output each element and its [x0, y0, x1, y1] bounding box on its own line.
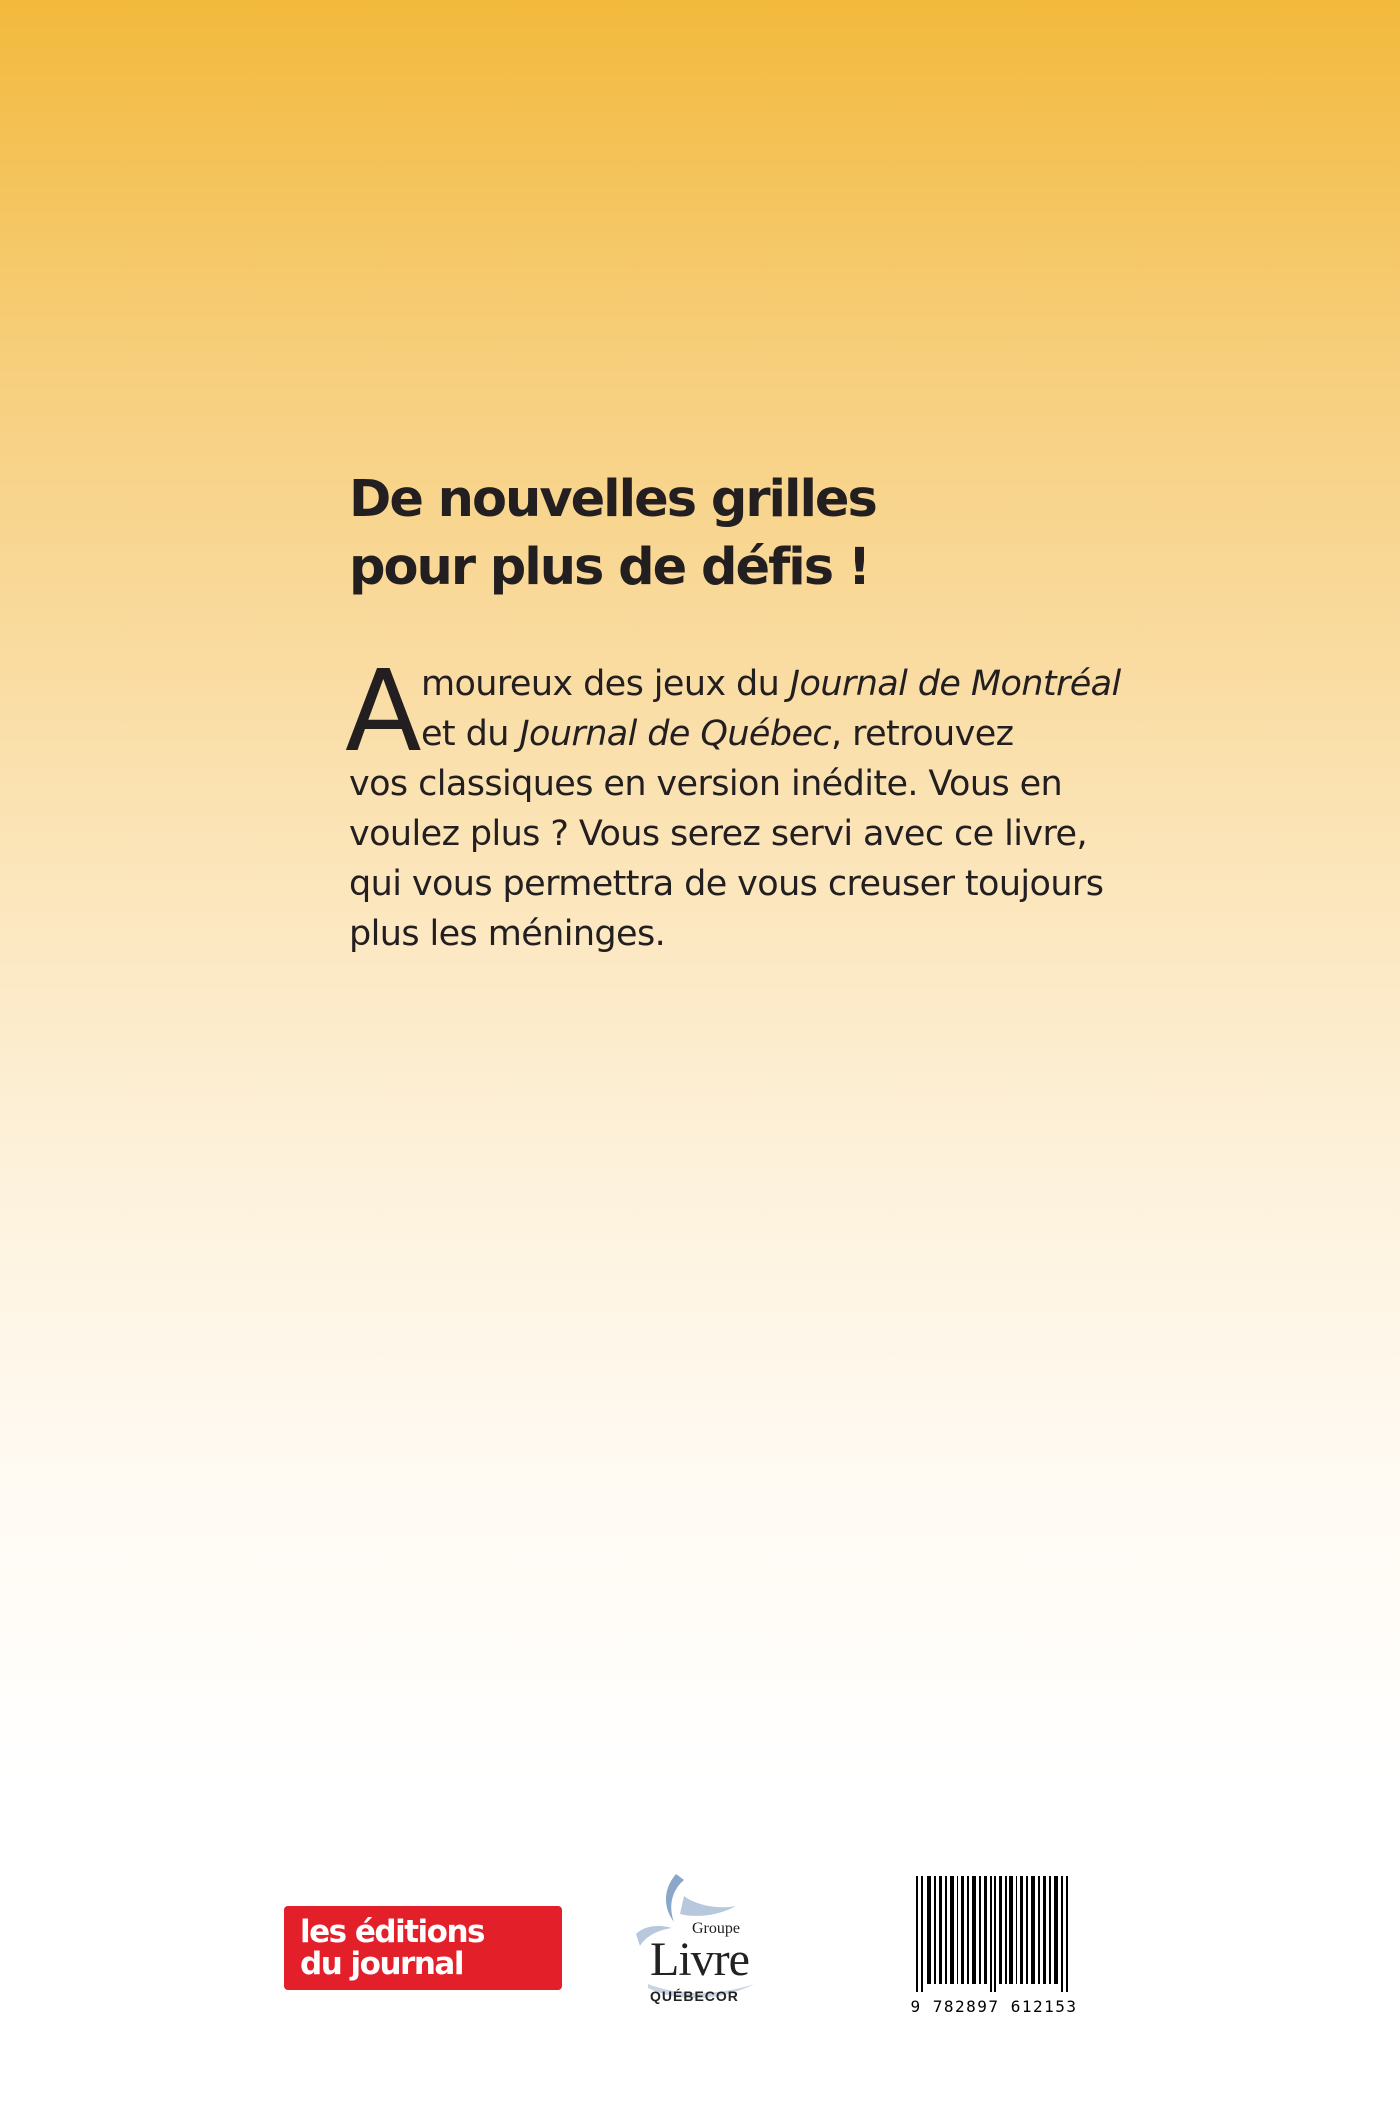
blurb-line-5: qui vous permettra de vous creuser toujours — [349, 864, 1104, 904]
blurb-line-1-text: moureux des jeux du — [421, 664, 790, 704]
blurb-line-3: vos classiques en version inédite. Vous en — [349, 764, 1063, 804]
isbn-number: 9 782897 612153 — [910, 1997, 1078, 2016]
back-cover-headline — [349, 466, 876, 602]
editions-logo-line-2: du journal — [300, 1946, 463, 1982]
blurb-line-2-text-b: , retrouvez — [831, 714, 1014, 754]
blurb-paragraph — [345, 647, 1209, 959]
journal-quebec-title: Journal de Québec — [519, 714, 832, 754]
headline-line-2: pour plus de défis ! — [349, 538, 870, 597]
blurb-line-2-text-a: et du — [421, 714, 520, 754]
journal-montreal-title: Journal de Montréal — [789, 664, 1121, 704]
barcode-bars — [910, 1874, 1078, 1992]
headline-line-1: De nouvelles grilles — [349, 470, 876, 529]
quebecor-label: QUÉBECOR — [650, 1988, 739, 2004]
drop-cap: A — [345, 647, 422, 777]
blurb-line-2 — [349, 709, 1209, 759]
groupe-label: Groupe — [692, 1920, 740, 1937]
isbn-barcode — [910, 1874, 1078, 2016]
les-editions-du-journal-logo — [284, 1906, 562, 1990]
editions-logo-line-1: les éditions — [300, 1914, 484, 1950]
groupe-livre-quebecor-logo — [624, 1866, 774, 2016]
blurb-line-4: voulez plus ? Vous serez servi avec ce livre, — [349, 814, 1087, 854]
livre-label: Livre — [650, 1933, 749, 1986]
blurb-line-1 — [349, 659, 1209, 709]
blurb-line-6: plus les méninges. — [349, 914, 666, 954]
